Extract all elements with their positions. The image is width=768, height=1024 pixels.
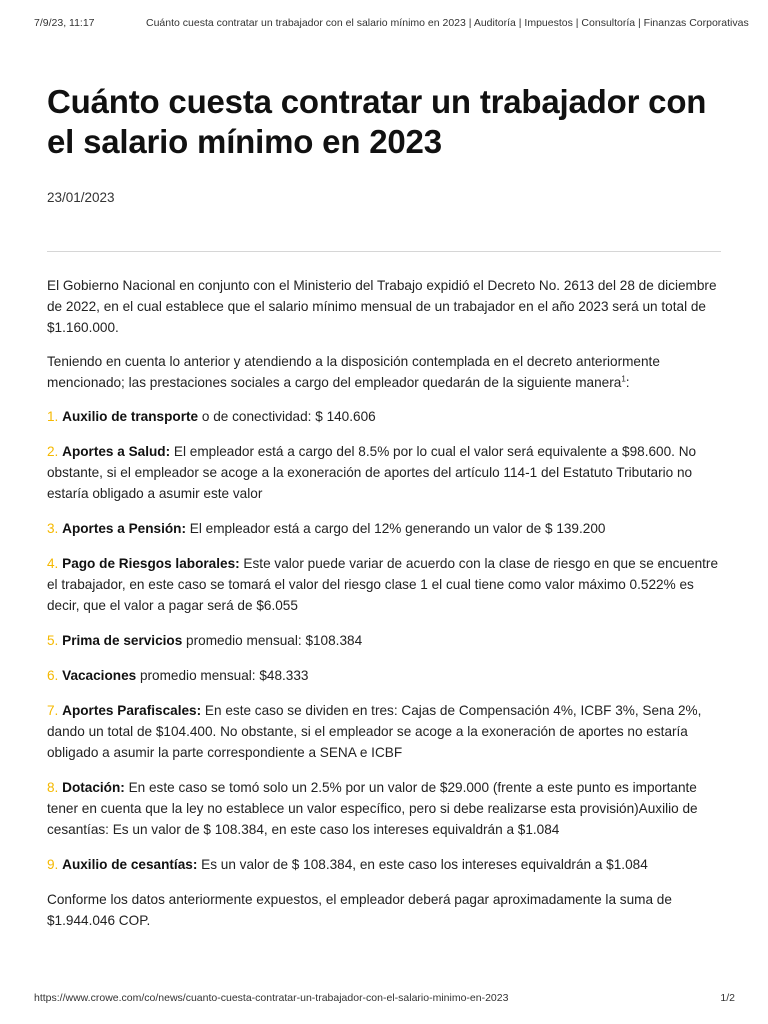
lead-text: Teniendo en cuenta lo anterior y atendiendo a la disposición contemplada en el decreto anteriormente mencionado; las prestaciones sociales a cargo del empleador quedarán de la siguiente manera <box>47 354 660 390</box>
print-document-title: Cuánto cuesta contratar un trabajador con el salario mínimo en 2023 | Auditoría | Impuestos | Consultoría | Finanzas Corporativas <box>146 17 749 29</box>
item-term: Auxilio de cesantías: <box>62 857 198 872</box>
item-term: Aportes a Salud: <box>62 444 171 459</box>
item-term: Aportes Parafiscales: <box>62 703 202 718</box>
item-number: 2. <box>47 444 59 459</box>
list-item <box>47 553 721 616</box>
print-timestamp: 7/9/23, 11:17 <box>34 17 95 29</box>
footnote-ref: 1 <box>621 374 626 384</box>
item-number: 1. <box>47 409 59 424</box>
source-url-link[interactable]: https://www.crowe.com/co/news/cuanto-cuesta-contratar-un-trabajador-con-el-salario-minimo-en-2023 <box>34 992 509 1004</box>
item-number: 5. <box>47 633 59 648</box>
list-item <box>47 854 721 875</box>
item-text: o de conectividad: $ 140.606 <box>198 409 376 424</box>
item-number: 4. <box>47 556 59 571</box>
item-text: Es un valor de $ 108.384, en este caso los intereses equivaldrán a $1.084 <box>197 857 648 872</box>
list-item <box>47 777 721 840</box>
item-text: Este valor puede variar de acuerdo con la clase de riesgo en que se encuentre el trabajador, en este caso se tomará el valor del riesgo clase 1 el cual tiene como valor máximo 0.522% es decir, que el valor a pagar será de $6.055 <box>47 556 719 613</box>
intro-paragraph: El Gobierno Nacional en conjunto con el Ministerio del Trabajo expidió el Decreto No. 2613 del 28 de diciembre de 2022, en el cual establece que el salario mínimo mensual de un trabajador en el año 2023 será un total de $1.160.000. <box>47 278 717 335</box>
list-item <box>47 441 721 504</box>
item-term: Auxilio de transporte <box>62 409 199 424</box>
article-body <box>47 275 721 931</box>
conclusion-paragraph: Conforme los datos anteriormente expuestos, el empleador deberá pagar aproximadamente la suma de $1.944.046 COP. <box>47 892 672 928</box>
list-item <box>47 406 721 427</box>
item-number: 9. <box>47 857 59 872</box>
article-date: 23/01/2023 <box>47 190 115 205</box>
item-term: Prima de servicios <box>62 633 183 648</box>
article-title: Cuánto cuesta contratar un trabajador con el salario mínimo en 2023 <box>47 83 707 160</box>
item-text: En este caso se tomó solo un 2.5% por un valor de $29.000 (frente a este punto es importante tener en cuenta que la ley no establece un valor específico, pero si debe realizarse esta provisión)Auxilio de cesantías: Es un valor de $ 108.384, en este caso los intereses equivaldrán a $1.084 <box>47 780 698 837</box>
item-term: Aportes a Pensión: <box>62 521 187 536</box>
item-text: promedio mensual: $108.384 <box>182 633 363 648</box>
item-text: El empleador está a cargo del 8.5% por lo cual el valor será equivalente a $98.600. No obstante, si el empleador se acoge a la exoneración de aportes del artículo 114-1 del Estatuto Tributario no estaría obligado a asumir este valor <box>47 444 697 501</box>
item-term: Dotación: <box>62 780 125 795</box>
article <box>47 82 721 944</box>
divider <box>47 251 721 252</box>
item-number: 7. <box>47 703 59 718</box>
lead-end: : <box>625 375 630 390</box>
item-term: Vacaciones <box>62 668 137 683</box>
item-text: promedio mensual: $48.333 <box>136 668 309 683</box>
item-term: Pago de Riesgos laborales: <box>62 556 240 571</box>
list-item <box>47 630 721 651</box>
item-number: 3. <box>47 521 59 536</box>
lead-paragraph <box>47 351 721 393</box>
list-item <box>47 518 721 539</box>
item-text: En este caso se dividen en tres: Cajas de Compensación 4%, ICBF 3%, Sena 2%, dando un total de $104.400. No obstante, si el empleador se acoge a la exoneración de aportes no estaría obligado a asumir la parte correspondiente a SENA e ICBF <box>47 703 702 760</box>
list-item <box>47 700 721 763</box>
page-number: 1/2 <box>720 992 735 1004</box>
item-number: 6. <box>47 668 59 683</box>
item-text: El empleador está a cargo del 12% generando un valor de $ 139.200 <box>186 521 606 536</box>
item-number: 8. <box>47 780 59 795</box>
list-item <box>47 665 721 686</box>
